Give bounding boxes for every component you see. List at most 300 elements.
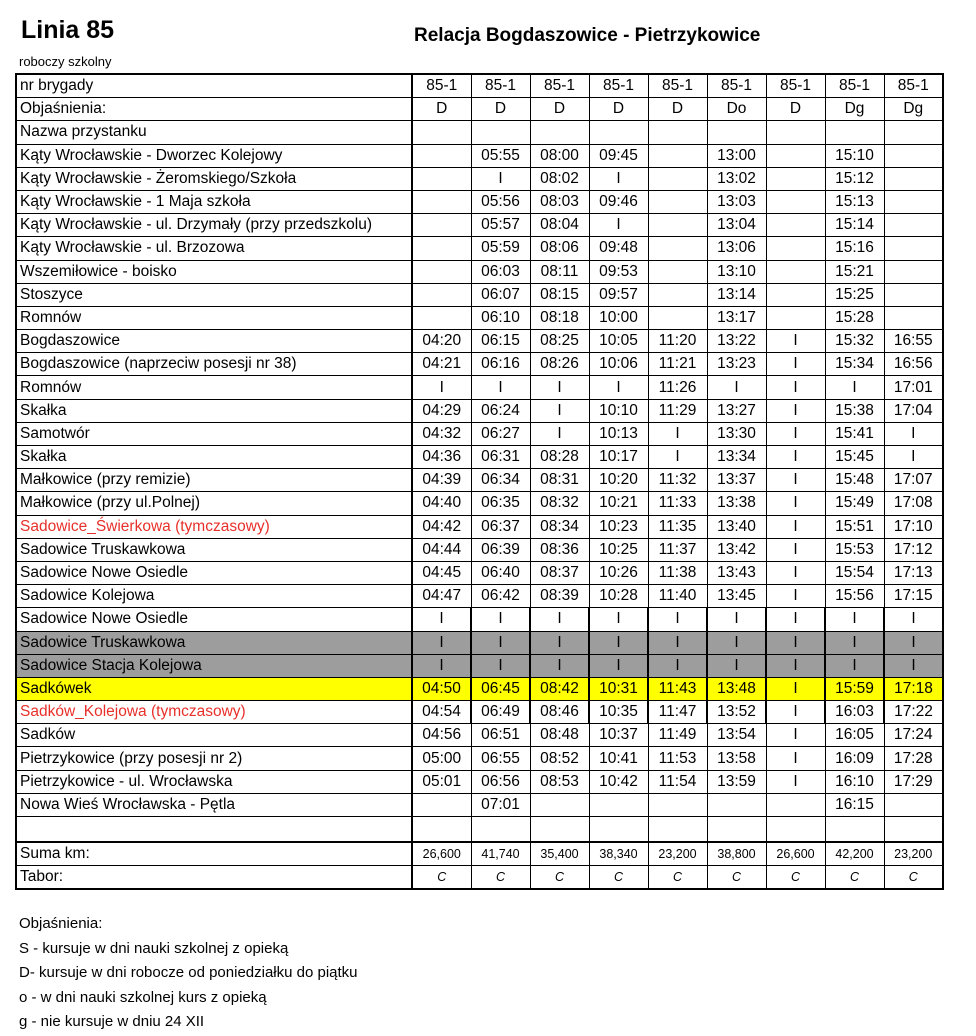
table-cell: 05:00 bbox=[412, 747, 471, 770]
table-cell: I bbox=[530, 654, 589, 677]
stop-row bbox=[16, 608, 943, 631]
table-cell: 11:54 bbox=[648, 770, 707, 793]
table-cell bbox=[766, 190, 825, 213]
table-cell: D bbox=[589, 98, 648, 121]
stop-row bbox=[16, 399, 943, 422]
table-cell: 08:03 bbox=[530, 190, 589, 213]
table-cell: 15:45 bbox=[825, 446, 884, 469]
table-cell: I bbox=[530, 608, 589, 631]
table-cell bbox=[766, 260, 825, 283]
table-cell bbox=[766, 306, 825, 329]
table-cell: C bbox=[412, 866, 471, 890]
table-cell: I bbox=[884, 422, 943, 445]
legend-item: D- kursuje w dni robocze od poniedziałku do piątku bbox=[19, 964, 358, 981]
table-cell bbox=[648, 167, 707, 190]
table-cell: 17:12 bbox=[884, 538, 943, 561]
legend-item: g - nie kursuje w dniu 24 XII bbox=[19, 1013, 205, 1030]
table-cell: C bbox=[825, 866, 884, 890]
table-cell: 10:20 bbox=[589, 469, 648, 492]
row-label: Sadowice Truskawkowa bbox=[16, 631, 412, 654]
table-cell: 85-1 bbox=[766, 74, 825, 98]
stop-row bbox=[16, 677, 943, 700]
table-cell: 04:44 bbox=[412, 538, 471, 561]
table-cell: 06:42 bbox=[471, 585, 530, 608]
table-cell: 13:38 bbox=[707, 492, 766, 515]
table-cell: D bbox=[766, 98, 825, 121]
table-cell: 42,200 bbox=[825, 842, 884, 866]
table-cell: I bbox=[707, 654, 766, 677]
table-cell: 13:03 bbox=[707, 190, 766, 213]
table-cell: 13:34 bbox=[707, 446, 766, 469]
table-cell: I bbox=[471, 376, 530, 399]
table-cell: 08:46 bbox=[530, 701, 589, 724]
table-cell: 04:54 bbox=[412, 701, 471, 724]
table-cell bbox=[766, 817, 825, 843]
table-cell bbox=[884, 214, 943, 237]
table-cell: 06:16 bbox=[471, 353, 530, 376]
table-cell: I bbox=[471, 631, 530, 654]
table-cell: 06:10 bbox=[471, 306, 530, 329]
table-cell: 15:34 bbox=[825, 353, 884, 376]
table-cell: 11:35 bbox=[648, 515, 707, 538]
table-cell: 08:25 bbox=[530, 330, 589, 353]
table-cell: 13:06 bbox=[707, 237, 766, 260]
tabor-row bbox=[16, 866, 943, 890]
table-cell: I bbox=[766, 469, 825, 492]
row-label: Sadowice Nowe Osiedle bbox=[16, 608, 412, 631]
table-cell: 85-1 bbox=[412, 74, 471, 98]
table-cell: I bbox=[766, 330, 825, 353]
table-cell: 85-1 bbox=[648, 74, 707, 98]
stop-row bbox=[16, 260, 943, 283]
table-cell: I bbox=[707, 376, 766, 399]
table-cell: 11:47 bbox=[648, 701, 707, 724]
table-cell: I bbox=[707, 631, 766, 654]
table-cell: 15:51 bbox=[825, 515, 884, 538]
table-cell: 85-1 bbox=[471, 74, 530, 98]
table-cell: I bbox=[766, 631, 825, 654]
table-cell: 16:56 bbox=[884, 353, 943, 376]
table-cell: 11:40 bbox=[648, 585, 707, 608]
table-cell: 85-1 bbox=[530, 74, 589, 98]
table-cell bbox=[412, 283, 471, 306]
table-cell: 08:02 bbox=[530, 167, 589, 190]
table-cell: 06:31 bbox=[471, 446, 530, 469]
table-cell: 09:57 bbox=[589, 283, 648, 306]
table-cell: I bbox=[589, 608, 648, 631]
table-cell: I bbox=[589, 631, 648, 654]
table-cell: 10:31 bbox=[589, 677, 648, 700]
timetable-body bbox=[16, 74, 943, 889]
table-cell: 10:25 bbox=[589, 538, 648, 561]
table-cell bbox=[884, 190, 943, 213]
table-cell bbox=[884, 237, 943, 260]
spacer-row bbox=[16, 817, 943, 843]
table-cell: 06:51 bbox=[471, 724, 530, 747]
table-cell: 05:59 bbox=[471, 237, 530, 260]
row-label: Kąty Wrocławskie - ul. Brzozowa bbox=[16, 237, 412, 260]
table-cell bbox=[648, 793, 707, 816]
table-cell bbox=[766, 793, 825, 816]
table-cell: 04:29 bbox=[412, 399, 471, 422]
table-cell: 13:17 bbox=[707, 306, 766, 329]
table-cell bbox=[412, 817, 471, 843]
table-cell: 23,200 bbox=[884, 842, 943, 866]
table-cell: 04:47 bbox=[412, 585, 471, 608]
table-cell bbox=[648, 121, 707, 144]
table-cell: 35,400 bbox=[530, 842, 589, 866]
table-cell: I bbox=[766, 724, 825, 747]
table-cell: 11:53 bbox=[648, 747, 707, 770]
table-cell: 26,600 bbox=[766, 842, 825, 866]
table-cell: C bbox=[884, 866, 943, 890]
table-cell: D bbox=[530, 98, 589, 121]
table-cell: I bbox=[530, 631, 589, 654]
table-cell bbox=[412, 190, 471, 213]
table-cell bbox=[884, 260, 943, 283]
timetable bbox=[15, 73, 944, 890]
table-cell: I bbox=[412, 631, 471, 654]
table-cell: I bbox=[825, 376, 884, 399]
table-cell: 04:39 bbox=[412, 469, 471, 492]
table-cell: 11:32 bbox=[648, 469, 707, 492]
table-cell: I bbox=[766, 353, 825, 376]
row-label: Sadowice Kolejowa bbox=[16, 585, 412, 608]
row-label: Małkowice (przy ul.Polnej) bbox=[16, 492, 412, 515]
table-cell bbox=[530, 817, 589, 843]
table-cell: 13:10 bbox=[707, 260, 766, 283]
table-cell bbox=[412, 793, 471, 816]
row-label: Romnów bbox=[16, 376, 412, 399]
row-label: Sadowice Nowe Osiedle bbox=[16, 561, 412, 584]
table-cell: 08:06 bbox=[530, 237, 589, 260]
table-cell bbox=[766, 214, 825, 237]
table-cell: 15:56 bbox=[825, 585, 884, 608]
table-cell: 10:00 bbox=[589, 306, 648, 329]
table-cell: 13:30 bbox=[707, 422, 766, 445]
row-label: Pietrzykowice (przy posesji nr 2) bbox=[16, 747, 412, 770]
table-cell: 10:42 bbox=[589, 770, 648, 793]
table-cell bbox=[530, 121, 589, 144]
row-label: Sadowice_Świerkowa (tymczasowy) bbox=[16, 515, 412, 538]
table-cell: 10:23 bbox=[589, 515, 648, 538]
table-cell: 17:28 bbox=[884, 747, 943, 770]
row-label: Tabor: bbox=[16, 866, 412, 890]
table-cell bbox=[648, 144, 707, 167]
table-cell: 06:37 bbox=[471, 515, 530, 538]
table-cell: 15:16 bbox=[825, 237, 884, 260]
table-cell bbox=[412, 260, 471, 283]
table-cell bbox=[766, 167, 825, 190]
stop-row bbox=[16, 469, 943, 492]
table-cell bbox=[648, 283, 707, 306]
table-cell: 08:15 bbox=[530, 283, 589, 306]
table-cell: I bbox=[766, 608, 825, 631]
table-cell: 17:24 bbox=[884, 724, 943, 747]
table-cell: 08:34 bbox=[530, 515, 589, 538]
row-label: Kąty Wrocławskie - ul. Drzymały (przy przedszkolu) bbox=[16, 214, 412, 237]
table-cell: 06:40 bbox=[471, 561, 530, 584]
table-cell bbox=[648, 190, 707, 213]
table-cell: I bbox=[766, 585, 825, 608]
table-cell: 11:21 bbox=[648, 353, 707, 376]
table-cell: 85-1 bbox=[707, 74, 766, 98]
table-cell: I bbox=[412, 376, 471, 399]
stop-row bbox=[16, 561, 943, 584]
table-cell: 09:48 bbox=[589, 237, 648, 260]
stop-row bbox=[16, 422, 943, 445]
table-cell: C bbox=[707, 866, 766, 890]
table-cell: 15:53 bbox=[825, 538, 884, 561]
table-cell: 13:23 bbox=[707, 353, 766, 376]
table-cell: I bbox=[766, 770, 825, 793]
table-cell: I bbox=[766, 492, 825, 515]
table-cell: 13:04 bbox=[707, 214, 766, 237]
table-cell bbox=[884, 817, 943, 843]
stop-row bbox=[16, 144, 943, 167]
table-cell: 08:48 bbox=[530, 724, 589, 747]
table-cell: 10:35 bbox=[589, 701, 648, 724]
row-label: Pietrzykowice - ul. Wrocławska bbox=[16, 770, 412, 793]
table-cell: C bbox=[471, 866, 530, 890]
table-cell: 11:49 bbox=[648, 724, 707, 747]
table-cell: 15:59 bbox=[825, 677, 884, 700]
legend bbox=[19, 912, 358, 1035]
stop-row bbox=[16, 306, 943, 329]
legend-item: o - w dni nauki szkolnej kurs z opieką bbox=[19, 988, 267, 1006]
row-label: Sadków_Kolejowa (tymczasowy) bbox=[16, 701, 412, 724]
row-label: Kąty Wrocławskie - 1 Maja szkoła bbox=[16, 190, 412, 213]
row-label: Sadowice Stacja Kolejowa bbox=[16, 654, 412, 677]
table-cell: C bbox=[648, 866, 707, 890]
table-cell: 17:13 bbox=[884, 561, 943, 584]
table-cell: 06:15 bbox=[471, 330, 530, 353]
table-cell: 10:26 bbox=[589, 561, 648, 584]
table-cell: 17:08 bbox=[884, 492, 943, 515]
table-cell: 08:00 bbox=[530, 144, 589, 167]
table-cell: I bbox=[766, 515, 825, 538]
table-cell: I bbox=[412, 608, 471, 631]
table-cell: I bbox=[884, 631, 943, 654]
stop-row bbox=[16, 724, 943, 747]
table-cell: 08:36 bbox=[530, 538, 589, 561]
table-cell: I bbox=[471, 608, 530, 631]
day-type-label: roboczy szkolny bbox=[19, 54, 112, 69]
table-cell bbox=[825, 121, 884, 144]
table-cell: 85-1 bbox=[884, 74, 943, 98]
stop-row bbox=[16, 353, 943, 376]
table-cell: I bbox=[825, 608, 884, 631]
table-cell: I bbox=[648, 422, 707, 445]
table-cell: 13:58 bbox=[707, 747, 766, 770]
table-cell: 05:55 bbox=[471, 144, 530, 167]
stop-row bbox=[16, 654, 943, 677]
table-cell: 13:54 bbox=[707, 724, 766, 747]
table-cell: I bbox=[648, 608, 707, 631]
table-cell: 08:53 bbox=[530, 770, 589, 793]
table-cell: 17:01 bbox=[884, 376, 943, 399]
table-cell bbox=[884, 306, 943, 329]
table-cell: 08:31 bbox=[530, 469, 589, 492]
table-cell: 04:50 bbox=[412, 677, 471, 700]
row-label: Sadków bbox=[16, 724, 412, 747]
table-cell: 13:42 bbox=[707, 538, 766, 561]
table-cell: I bbox=[412, 654, 471, 677]
row-label: Objaśnienia: bbox=[16, 98, 412, 121]
table-cell: 17:18 bbox=[884, 677, 943, 700]
table-cell bbox=[530, 793, 589, 816]
table-cell bbox=[589, 121, 648, 144]
table-cell: 08:39 bbox=[530, 585, 589, 608]
table-cell: 05:57 bbox=[471, 214, 530, 237]
table-cell: I bbox=[471, 654, 530, 677]
table-cell: 06:49 bbox=[471, 701, 530, 724]
table-cell: 04:56 bbox=[412, 724, 471, 747]
table-cell: 10:28 bbox=[589, 585, 648, 608]
table-cell: 17:15 bbox=[884, 585, 943, 608]
table-cell: C bbox=[530, 866, 589, 890]
table-cell: 08:52 bbox=[530, 747, 589, 770]
table-cell bbox=[766, 237, 825, 260]
table-cell: 06:55 bbox=[471, 747, 530, 770]
stop-row bbox=[16, 793, 943, 816]
table-cell: I bbox=[766, 654, 825, 677]
table-cell: I bbox=[530, 376, 589, 399]
table-cell: 17:10 bbox=[884, 515, 943, 538]
table-cell bbox=[884, 121, 943, 144]
table-cell: I bbox=[766, 399, 825, 422]
table-cell: 13:37 bbox=[707, 469, 766, 492]
stop-row bbox=[16, 538, 943, 561]
table-cell bbox=[707, 121, 766, 144]
table-cell: I bbox=[766, 677, 825, 700]
table-cell: C bbox=[589, 866, 648, 890]
row-label: Kąty Wrocławskie - Dworzec Kolejowy bbox=[16, 144, 412, 167]
row-label: Nazwa przystanku bbox=[16, 121, 412, 144]
table-cell bbox=[648, 214, 707, 237]
table-cell bbox=[766, 121, 825, 144]
row-label: Kąty Wrocławskie - Żeromskiego/Szkoła bbox=[16, 167, 412, 190]
table-cell: 13:02 bbox=[707, 167, 766, 190]
table-cell bbox=[707, 793, 766, 816]
table-cell: 08:32 bbox=[530, 492, 589, 515]
row-label: Samotwór bbox=[16, 422, 412, 445]
table-cell bbox=[766, 283, 825, 306]
row-label: nr brygady bbox=[16, 74, 412, 98]
stop-row bbox=[16, 190, 943, 213]
table-cell: I bbox=[589, 167, 648, 190]
table-cell: I bbox=[648, 631, 707, 654]
table-cell: 05:01 bbox=[412, 770, 471, 793]
table-cell: 11:33 bbox=[648, 492, 707, 515]
table-cell: 13:14 bbox=[707, 283, 766, 306]
table-cell: 08:11 bbox=[530, 260, 589, 283]
table-cell: 06:24 bbox=[471, 399, 530, 422]
table-cell bbox=[884, 283, 943, 306]
table-cell: 38,800 bbox=[707, 842, 766, 866]
table-cell: 05:56 bbox=[471, 190, 530, 213]
table-cell: I bbox=[530, 399, 589, 422]
table-cell: I bbox=[766, 422, 825, 445]
table-cell: 13:43 bbox=[707, 561, 766, 584]
row-label: Bogdaszowice bbox=[16, 330, 412, 353]
table-cell: 15:10 bbox=[825, 144, 884, 167]
table-cell: 23,200 bbox=[648, 842, 707, 866]
table-cell: I bbox=[766, 701, 825, 724]
table-cell: Do bbox=[707, 98, 766, 121]
table-cell bbox=[412, 167, 471, 190]
table-cell: 08:18 bbox=[530, 306, 589, 329]
table-cell: 11:38 bbox=[648, 561, 707, 584]
notes-row bbox=[16, 98, 943, 121]
table-cell bbox=[884, 167, 943, 190]
table-cell bbox=[648, 260, 707, 283]
table-cell: D bbox=[471, 98, 530, 121]
table-cell: 10:41 bbox=[589, 747, 648, 770]
stop-row bbox=[16, 492, 943, 515]
stop-row bbox=[16, 376, 943, 399]
table-cell bbox=[412, 144, 471, 167]
table-cell: 15:41 bbox=[825, 422, 884, 445]
table-cell bbox=[707, 817, 766, 843]
table-cell: 13:59 bbox=[707, 770, 766, 793]
table-cell: I bbox=[766, 561, 825, 584]
stop-row bbox=[16, 585, 943, 608]
table-cell: 15:49 bbox=[825, 492, 884, 515]
table-cell: 15:13 bbox=[825, 190, 884, 213]
table-cell: 15:48 bbox=[825, 469, 884, 492]
table-cell: 15:54 bbox=[825, 561, 884, 584]
legend-item: S - kursuje w dni nauki szkolnej z opieką bbox=[19, 939, 289, 957]
table-cell: I bbox=[766, 747, 825, 770]
table-cell: I bbox=[825, 631, 884, 654]
row-label: Skałka bbox=[16, 446, 412, 469]
row-label: Nowa Wieś Wrocławska - Pętla bbox=[16, 793, 412, 816]
table-cell: 17:29 bbox=[884, 770, 943, 793]
table-cell: 13:00 bbox=[707, 144, 766, 167]
table-cell: 10:21 bbox=[589, 492, 648, 515]
table-cell: 16:55 bbox=[884, 330, 943, 353]
stop-row bbox=[16, 631, 943, 654]
table-cell: I bbox=[884, 654, 943, 677]
stop-row bbox=[16, 770, 943, 793]
table-cell: 17:04 bbox=[884, 399, 943, 422]
table-cell bbox=[412, 121, 471, 144]
table-cell: 15:38 bbox=[825, 399, 884, 422]
table-cell: 08:28 bbox=[530, 446, 589, 469]
row-label: Suma km: bbox=[16, 842, 412, 866]
table-cell: 04:36 bbox=[412, 446, 471, 469]
table-cell: 11:43 bbox=[648, 677, 707, 700]
table-cell bbox=[648, 306, 707, 329]
row-label: Bogdaszowice (naprzeciw posesji nr 38) bbox=[16, 353, 412, 376]
table-cell: 08:42 bbox=[530, 677, 589, 700]
table-cell bbox=[589, 793, 648, 816]
table-cell: I bbox=[648, 654, 707, 677]
stop-row bbox=[16, 167, 943, 190]
table-cell: 10:37 bbox=[589, 724, 648, 747]
table-cell: 08:04 bbox=[530, 214, 589, 237]
table-cell: D bbox=[648, 98, 707, 121]
table-cell: 85-1 bbox=[589, 74, 648, 98]
table-cell: I bbox=[884, 446, 943, 469]
table-cell: Dg bbox=[825, 98, 884, 121]
table-cell: 15:25 bbox=[825, 283, 884, 306]
table-cell: 10:10 bbox=[589, 399, 648, 422]
table-cell: 09:46 bbox=[589, 190, 648, 213]
table-cell: 13:48 bbox=[707, 677, 766, 700]
table-cell: D bbox=[412, 98, 471, 121]
